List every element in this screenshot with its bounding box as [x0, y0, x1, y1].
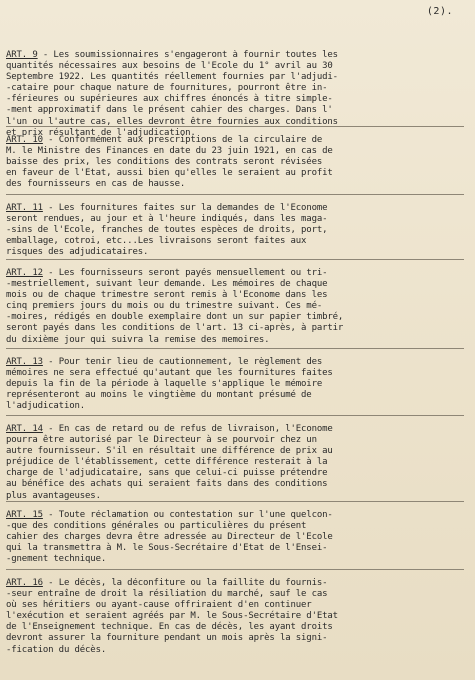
article-text: - Le décès, la déconfiture ou la faillite du fournis-	[42, 578, 328, 588]
article-line: qui la transmettra à M. le Sous-Secrétaire d'Etat de l'Ensei-	[6, 543, 328, 554]
article-line: au bénéfice des achats qui seraient faits dans des conditions	[6, 479, 328, 490]
article-line: -gnement technique.	[6, 554, 107, 565]
article-line	[6, 50, 464, 61]
article-text: - Les fournitures faites sur la demandes de l'Econome	[42, 203, 328, 213]
article-label: ART. 11	[6, 203, 43, 213]
article-label: ART. 10	[6, 135, 43, 145]
article-line: -fication du décès.	[6, 644, 107, 655]
article-label: ART. 9	[6, 50, 38, 60]
article-line: risques des adjudicataires.	[6, 247, 149, 258]
article-line: charge de l'adjudicataire, sans que celui-ci puisse prétendre	[6, 468, 328, 479]
article-line: en faveur de l'Etat, aussi bien qu'elles le seraient au profit	[6, 168, 333, 179]
article-text: - En cas de retard ou de refus de livraison, l'Econome	[42, 424, 333, 434]
article-line: -cataire pour chaque nature de fournitures, pourront être in-	[6, 83, 328, 94]
article-line: -seur entraîne de droit la résiliation du marché, sauf le cas	[6, 589, 328, 600]
article-line	[6, 268, 464, 279]
article-line: cahier des charges devra être adressée au Directeur de l'Ecole	[6, 532, 333, 543]
article-line: des fournisseurs en cas de hausse.	[6, 179, 186, 190]
article-line: devront assurer la fourniture pendant un mois après la signi-	[6, 633, 328, 644]
article-line: depuis la fin de la période à laquelle s'applique le mémoire	[6, 379, 323, 390]
article-line	[6, 424, 464, 435]
page-number: (2).	[426, 6, 453, 17]
article-12	[6, 268, 464, 346]
article-separator	[6, 569, 464, 570]
article-line: où ses héritiers ou ayant-cause offriraient d'en continuer	[6, 600, 312, 611]
article-line	[6, 203, 464, 214]
article-11	[6, 203, 464, 258]
article-separator	[6, 194, 464, 195]
article-text: - Toute réclamation ou contestation sur l'une quelcon-	[42, 510, 333, 520]
article-text: - Les fournisseurs seront payés mensuellement ou tri-	[42, 268, 328, 278]
article-line: pourra être autorisé par le Directeur à se pourvoir chez un	[6, 435, 317, 446]
article-line	[6, 578, 464, 589]
article-16	[6, 578, 464, 656]
article-separator	[6, 126, 464, 127]
article-line: du dixième jour qui suivra la remise des memoires.	[6, 334, 270, 345]
article-line: baisse des prix, les conditions des contrats seront révisées	[6, 157, 323, 168]
article-15	[6, 510, 464, 565]
article-10	[6, 135, 464, 190]
article-label: ART. 16	[6, 578, 43, 588]
article-line: M. le Ministre des Finances en date du 23 juin 1921, en cas de	[6, 146, 333, 157]
article-line: emballage, cotroi, etc...Les livraisons seront faites aux	[6, 236, 307, 247]
article-line	[6, 510, 464, 521]
article-line: et prix résultant de l'adjudication.	[6, 127, 196, 138]
article-line: représenteront au moins le vingtième du montant présumé de	[6, 390, 312, 401]
article-line: de l'Enseignement technique. En cas de décès, les ayant droits	[6, 622, 333, 633]
article-line: -mestriellement, suivant leur demande. Les mémoires de chaque	[6, 279, 328, 290]
article-line: plus avantageuses.	[6, 490, 101, 501]
article-line	[6, 357, 464, 368]
article-label: ART. 12	[6, 268, 43, 278]
article-line: -sins de l'Ecole, franches de toutes espèces de droits, port,	[6, 225, 328, 236]
article-line: -férieures ou supérieures aux chiffres énoncés à titre simple-	[6, 94, 333, 105]
article-label: ART. 14	[6, 424, 43, 434]
article-text: - Les soumissionnaires s'engageront à fournir toutes les	[37, 50, 338, 60]
article-line: l'adjudication.	[6, 401, 86, 412]
article-separator	[6, 501, 464, 502]
article-line: préjudice de l'établissement, cette différence resterait à la	[6, 457, 328, 468]
article-text: - Pour tenir lieu de cautionnement, le règlement des	[42, 357, 323, 367]
article-line: autre fournisseur. S'il en résultait une différence de prix au	[6, 446, 333, 457]
article-line: seront payés dans les conditions de l'art. 13 ci-après, à partir	[6, 323, 344, 334]
article-line: cinq premiers jours du mois ou du trimestre suivant. Ces mé-	[6, 301, 323, 312]
article-line: mémoires ne sera effectué qu'autant que les fournitures faites	[6, 368, 333, 379]
article-line: mois ou de chaque trimestre seront remis à l'Econome dans les	[6, 290, 328, 301]
article-line	[6, 135, 464, 146]
article-line: -moires, rédigés en double exemplaire dont un sur papier timbré,	[6, 312, 344, 323]
article-line: l'exécution et seraient agréés par M. le Sous-Secrétaire d'Etat	[6, 611, 338, 622]
article-14	[6, 424, 464, 502]
article-line: -que des conditions générales ou particulières du présent	[6, 521, 307, 532]
article-line: -ment approximatif dans le présent cahier des charges. Dans l'	[6, 105, 333, 116]
article-separator	[6, 259, 464, 260]
article-13	[6, 357, 464, 412]
article-line: seront rendues, au jour et à l'heure indiqués, dans les maga-	[6, 214, 328, 225]
article-separator	[6, 415, 464, 416]
article-separator	[6, 348, 464, 349]
article-text: - Conformément aux prescriptions de la circulaire de	[42, 135, 323, 145]
article-line: l'un ou l'autre cas, elles devront être fournies aux conditions	[6, 116, 338, 127]
article-label: ART. 15	[6, 510, 43, 520]
article-line: Septembre 1922. Les quantités réellement fournies par l'adjudi-	[6, 72, 338, 83]
article-line: quantités nécessaires aux besoins de l'Ecole du 1° avril au 30	[6, 61, 333, 72]
article-label: ART. 13	[6, 357, 43, 367]
